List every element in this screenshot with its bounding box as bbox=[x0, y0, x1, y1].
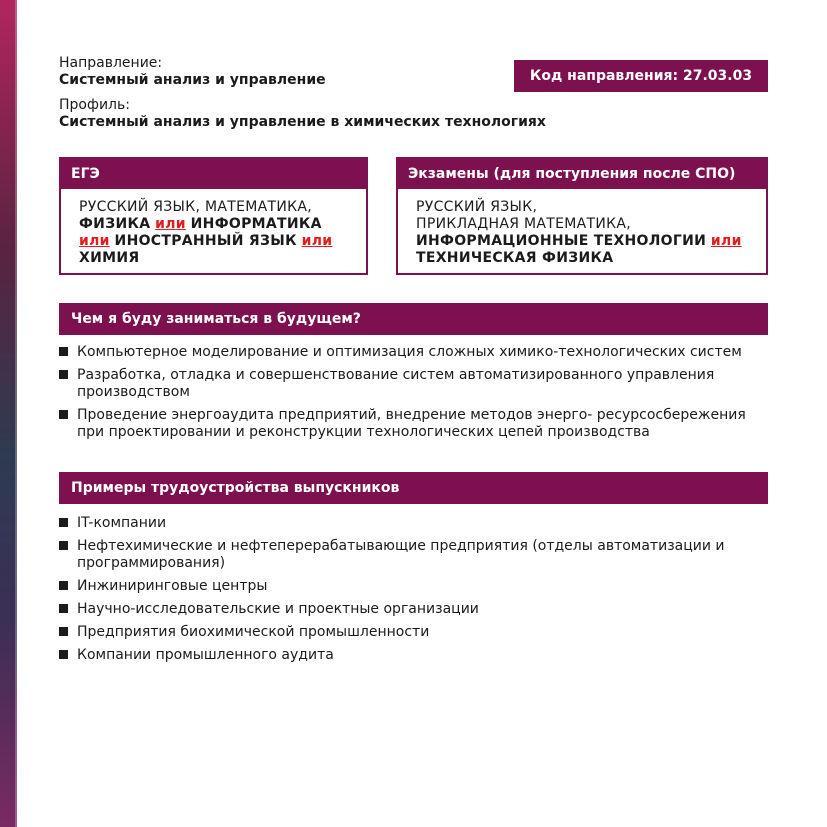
decorative-side-strip bbox=[0, 0, 17, 827]
bullet-square-icon bbox=[59, 541, 68, 550]
ege-title: ЕГЭ bbox=[61, 159, 366, 189]
direction-label: Направление: bbox=[59, 55, 163, 71]
spo-title: Экзамены (для поступления после СПО) bbox=[398, 159, 766, 189]
bullet-square-icon bbox=[59, 370, 68, 379]
ege-line1: РУССКИЙ ЯЗЫК, МАТЕМАТИКА, bbox=[79, 199, 312, 215]
future-section-title: Чем я буду заниматься в будущем? bbox=[59, 303, 768, 335]
ege-subjects bbox=[61, 189, 366, 267]
list-item: Научно-исследовательские и проектные организации bbox=[59, 601, 759, 618]
bullet-square-icon bbox=[59, 627, 68, 636]
list-item: Нефтехимические и нефтеперерабатывающие предприятия (отделы автоматизации и программирования) bbox=[59, 538, 759, 572]
list-item: IT-компании bbox=[59, 515, 759, 532]
profile-value: Системный анализ и управление в химических технологиях bbox=[59, 114, 546, 130]
bullet-square-icon bbox=[59, 604, 68, 613]
bullet-square-icon bbox=[59, 581, 68, 590]
ege-chemistry: ХИМИЯ bbox=[79, 250, 140, 266]
ege-informatics: ИНФОРМАТИКА bbox=[190, 216, 322, 232]
list-item: Компьютерное моделирование и оптимизация сложных химико-технологических систем bbox=[59, 344, 759, 361]
future-list bbox=[59, 344, 759, 447]
bullet-square-icon bbox=[59, 410, 68, 419]
spo-subjects bbox=[398, 189, 766, 267]
ege-box bbox=[59, 157, 368, 275]
ege-or-2: или bbox=[79, 233, 110, 249]
bullet-square-icon bbox=[59, 347, 68, 356]
bullet-square-icon bbox=[59, 518, 68, 527]
spo-or: или bbox=[710, 233, 742, 249]
list-item: Компании промышленного аудита bbox=[59, 647, 759, 664]
profile-label: Профиль: bbox=[59, 97, 130, 113]
ege-or-3: или bbox=[301, 233, 333, 249]
spo-it: ИНФОРМАЦИОННЫЕ ТЕХНОЛОГИИ bbox=[416, 233, 707, 249]
list-item: Разработка, отладка и совершенствование систем автоматизированного управления производством bbox=[59, 367, 759, 401]
ege-or-1: или bbox=[155, 216, 186, 232]
direction-value: Системный анализ и управление bbox=[59, 72, 326, 88]
list-item: Инжиниринговые центры bbox=[59, 578, 759, 595]
list-item: Проведение энергоаудита предприятий, внедрение методов энерго- ресурсосбережения при проектировании и реконструкции технологических цепей производства bbox=[59, 407, 759, 441]
employment-section-title: Примеры трудоустройства выпускников bbox=[59, 472, 768, 504]
direction-code-badge: Код направления: 27.03.03 bbox=[514, 60, 768, 92]
spo-line2: ПРИКЛАДНАЯ МАТЕМАТИКА, bbox=[416, 216, 632, 232]
spo-tech-physics: ТЕХНИЧЕСКАЯ ФИЗИКА bbox=[416, 250, 614, 266]
employment-list bbox=[59, 515, 759, 670]
list-item: Предприятия биохимической промышленности bbox=[59, 624, 759, 641]
ege-foreign-language: ИНОСТРАННЫЙ ЯЗЫК bbox=[114, 233, 297, 249]
spo-exams-box bbox=[396, 157, 768, 275]
spo-line1: РУССКИЙ ЯЗЫК, bbox=[416, 199, 538, 215]
ege-physics: ФИЗИКА bbox=[79, 216, 151, 232]
bullet-square-icon bbox=[59, 650, 68, 659]
